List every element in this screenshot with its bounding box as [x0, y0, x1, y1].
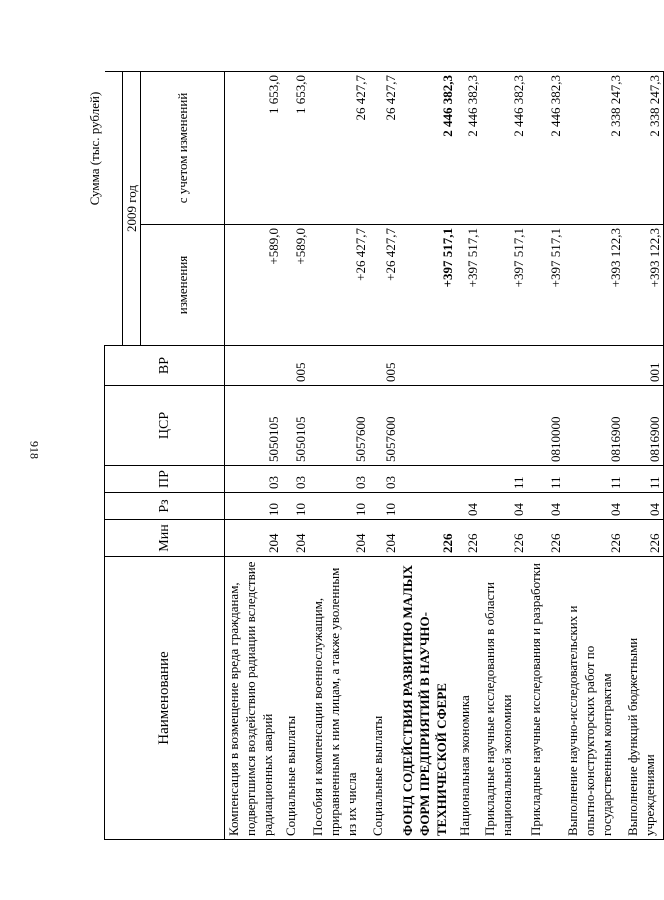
- table-row: [481, 72, 527, 840]
- row-pr: 11: [481, 466, 527, 493]
- table-row: [399, 72, 456, 840]
- row-total: 26 427,7: [369, 72, 399, 225]
- row-csr: 5057600: [309, 386, 369, 466]
- row-min: 204: [282, 520, 309, 557]
- page-number: 918: [27, 441, 42, 459]
- row-rz: 10: [369, 493, 399, 520]
- row-total: 2 446 382,3: [481, 72, 527, 225]
- row-min: 204: [369, 520, 399, 557]
- row-rz: [399, 493, 456, 520]
- row-pr: 11: [527, 466, 564, 493]
- row-name: Прикладные научные исследования в области национальной экономики: [481, 557, 527, 840]
- unit-caption: Сумма (тыс. рублей): [87, 91, 102, 206]
- row-name: ФОНД СОДЕЙСТВИЯ РАЗВИТИЮ МАЛЫХ ФОРМ ПРЕДПРИЯТИЙ В НАУЧНО-ТЕХНИЧЕСКОЙ СФЕРЕ: [399, 557, 456, 840]
- row-pr: [399, 466, 456, 493]
- table-row: [309, 72, 369, 840]
- rotated-page-content: [87, 70, 662, 840]
- row-total: 26 427,7: [309, 72, 369, 225]
- row-rz: 10: [282, 493, 309, 520]
- row-name: Прикладные научные исследования и разработки: [527, 557, 564, 840]
- row-vr: [309, 346, 369, 386]
- row-min: 226: [527, 520, 564, 557]
- row-name: Выполнение научно-исследовательских и опытно-конструкторских работ по государственным контрактам: [564, 557, 624, 840]
- header-with-change: с учетом изменений: [141, 72, 225, 225]
- row-csr: 0810000: [527, 386, 564, 466]
- row-csr: [481, 386, 527, 466]
- row-rz: 04: [527, 493, 564, 520]
- row-vr: [527, 346, 564, 386]
- row-change: +397 517,1: [481, 225, 527, 346]
- row-csr: 0816900: [624, 386, 664, 466]
- row-csr: 5050105: [225, 386, 282, 466]
- row-min: 226: [564, 520, 624, 557]
- row-rz: 04: [481, 493, 527, 520]
- row-rz: 10: [225, 493, 282, 520]
- row-vr: 005: [369, 346, 399, 386]
- row-vr: 005: [282, 346, 309, 386]
- table-row: [624, 72, 664, 840]
- row-csr: [399, 386, 456, 466]
- row-rz: 04: [624, 493, 664, 520]
- row-vr: [399, 346, 456, 386]
- row-total: 1 653,0: [282, 72, 309, 225]
- row-total: 2 446 382,3: [456, 72, 481, 225]
- row-change: +393 122,3: [564, 225, 624, 346]
- table-row: [527, 72, 564, 840]
- table-row: [456, 72, 481, 840]
- header-pr: ПР: [105, 466, 225, 493]
- table-row: [225, 72, 282, 840]
- row-rz: 04: [456, 493, 481, 520]
- row-change: +589,0: [282, 225, 309, 346]
- row-vr: [564, 346, 624, 386]
- row-csr: 0816900: [564, 386, 624, 466]
- row-change: +26 427,7: [309, 225, 369, 346]
- row-vr: 001: [624, 346, 664, 386]
- row-csr: 5050105: [282, 386, 309, 466]
- budget-table: [104, 71, 664, 840]
- row-change: +26 427,7: [369, 225, 399, 346]
- row-csr: 5057600: [369, 386, 399, 466]
- row-rz: 10: [309, 493, 369, 520]
- row-pr: 11: [564, 466, 624, 493]
- row-rz: 04: [564, 493, 624, 520]
- row-min: 226: [399, 520, 456, 557]
- row-name: Пособия и компенсации военнослужащим, приравненным к ним лицам, а также уволенным из их числа: [309, 557, 369, 840]
- row-min: 204: [225, 520, 282, 557]
- row-min: 226: [456, 520, 481, 557]
- row-total: 2 446 382,3: [399, 72, 456, 225]
- row-total: 2 446 382,3: [527, 72, 564, 225]
- row-pr: 03: [369, 466, 399, 493]
- row-change: +397 517,1: [399, 225, 456, 346]
- row-change: +393 122,3: [624, 225, 664, 346]
- row-vr: [456, 346, 481, 386]
- row-pr: 11: [624, 466, 664, 493]
- row-name: Национальная экономика: [456, 557, 481, 840]
- header-year: 2009 год: [123, 72, 141, 346]
- header-rz: Рз: [105, 493, 225, 520]
- row-min: 226: [624, 520, 664, 557]
- row-total: 2 338 247,3: [564, 72, 624, 225]
- row-change: +397 517,1: [527, 225, 564, 346]
- row-pr: 03: [309, 466, 369, 493]
- row-name: Компенсация в возмещение вреда гражданам, подвергшимся воздействию радиации вследствие радиационных аварий: [225, 557, 282, 840]
- row-vr: [225, 346, 282, 386]
- row-name: Выполнение функций бюджетными учреждениями: [624, 557, 664, 840]
- row-csr: [456, 386, 481, 466]
- row-change: +589,0: [225, 225, 282, 346]
- row-pr: 03: [225, 466, 282, 493]
- header-csr: ЦСР: [105, 386, 225, 466]
- row-pr: 03: [282, 466, 309, 493]
- row-vr: [481, 346, 527, 386]
- row-change: +397 517,1: [456, 225, 481, 346]
- table-row: [369, 72, 399, 840]
- row-min: 226: [481, 520, 527, 557]
- table-row: [564, 72, 624, 840]
- header-vr: ВР: [105, 346, 225, 386]
- row-total: 1 653,0: [225, 72, 282, 225]
- header-min: Мин: [105, 520, 225, 557]
- row-total: 2 338 247,3: [624, 72, 664, 225]
- header-name: Наименование: [105, 557, 225, 840]
- table-row: [282, 72, 309, 840]
- row-pr: [456, 466, 481, 493]
- row-min: 204: [309, 520, 369, 557]
- row-name: Социальные выплаты: [282, 557, 309, 840]
- header-change: изменения: [141, 225, 225, 346]
- row-name: Социальные выплаты: [369, 557, 399, 840]
